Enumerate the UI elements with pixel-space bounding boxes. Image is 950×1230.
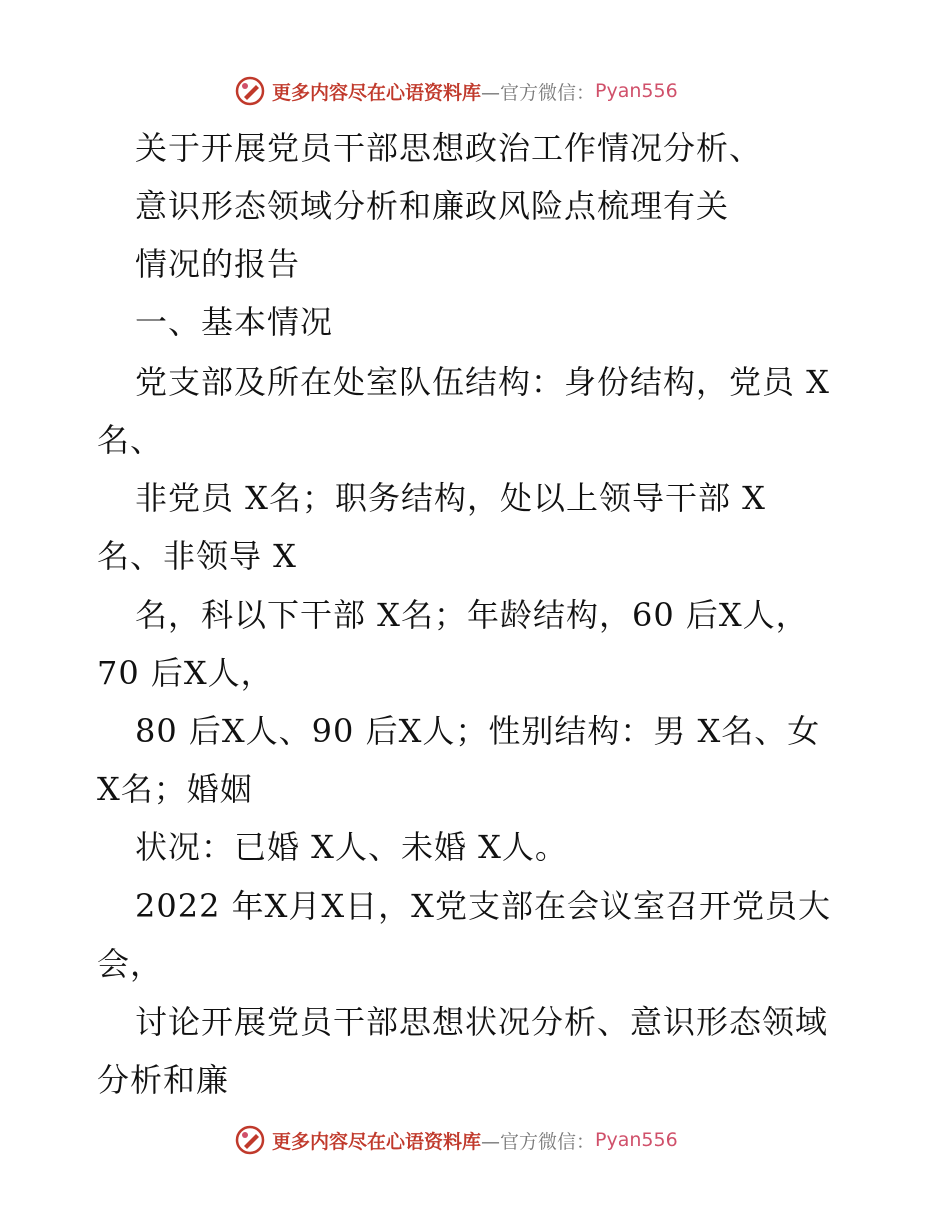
body-line: 状况：已婚 X人、未婚 X人。 <box>135 828 568 866</box>
body-line: X名；婚姻 <box>97 770 253 808</box>
body-line: 70 后X人， <box>97 654 274 692</box>
watermark-text-id: Pyan556 <box>595 80 678 102</box>
body-line: 名、 <box>97 421 164 459</box>
watermark-text-wechat: —官方微信： <box>481 1130 596 1153</box>
logo-icon <box>234 1124 266 1156</box>
watermark-text-main: 更多内容尽在心语资料库 <box>272 81 482 104</box>
body-line: 分析和廉 <box>97 1061 230 1099</box>
watermark-text-wechat: —官方微信： <box>481 81 596 104</box>
body-line: 会， <box>97 945 164 983</box>
doc-title-line-1: 关于开展党员干部思想政治工作情况分析、 <box>135 129 763 167</box>
body-line: 80 后X人、90 后X人；性别结构：男 X名、女 <box>135 712 821 750</box>
watermark-footer <box>234 1122 678 1158</box>
body-line: 非党员 X名；职务结构，处以上领导干部 X <box>135 479 766 517</box>
body-line: 2022 年X月X日，X党支部在会议室召开党员大 <box>135 887 831 925</box>
watermark-text-id: Pyan556 <box>595 1129 678 1151</box>
section-heading: 一、基本情况 <box>135 303 334 341</box>
doc-title-line-2: 意识形态领域分析和廉政风险点梳理有关 <box>135 187 730 225</box>
body-line: 讨论开展党员干部思想状况分析、意识形态领域 <box>135 1003 829 1041</box>
watermark-text-main: 更多内容尽在心语资料库 <box>272 1130 482 1153</box>
body-line: 党支部及所在处室队伍结构：身份结构，党员 X <box>135 363 830 401</box>
body-line: 名、非领导 X <box>97 537 297 575</box>
doc-title-line-3: 情况的报告 <box>135 245 301 283</box>
body-line: 名，科以下干部 X名；年龄结构，60 后X人， <box>135 596 809 634</box>
